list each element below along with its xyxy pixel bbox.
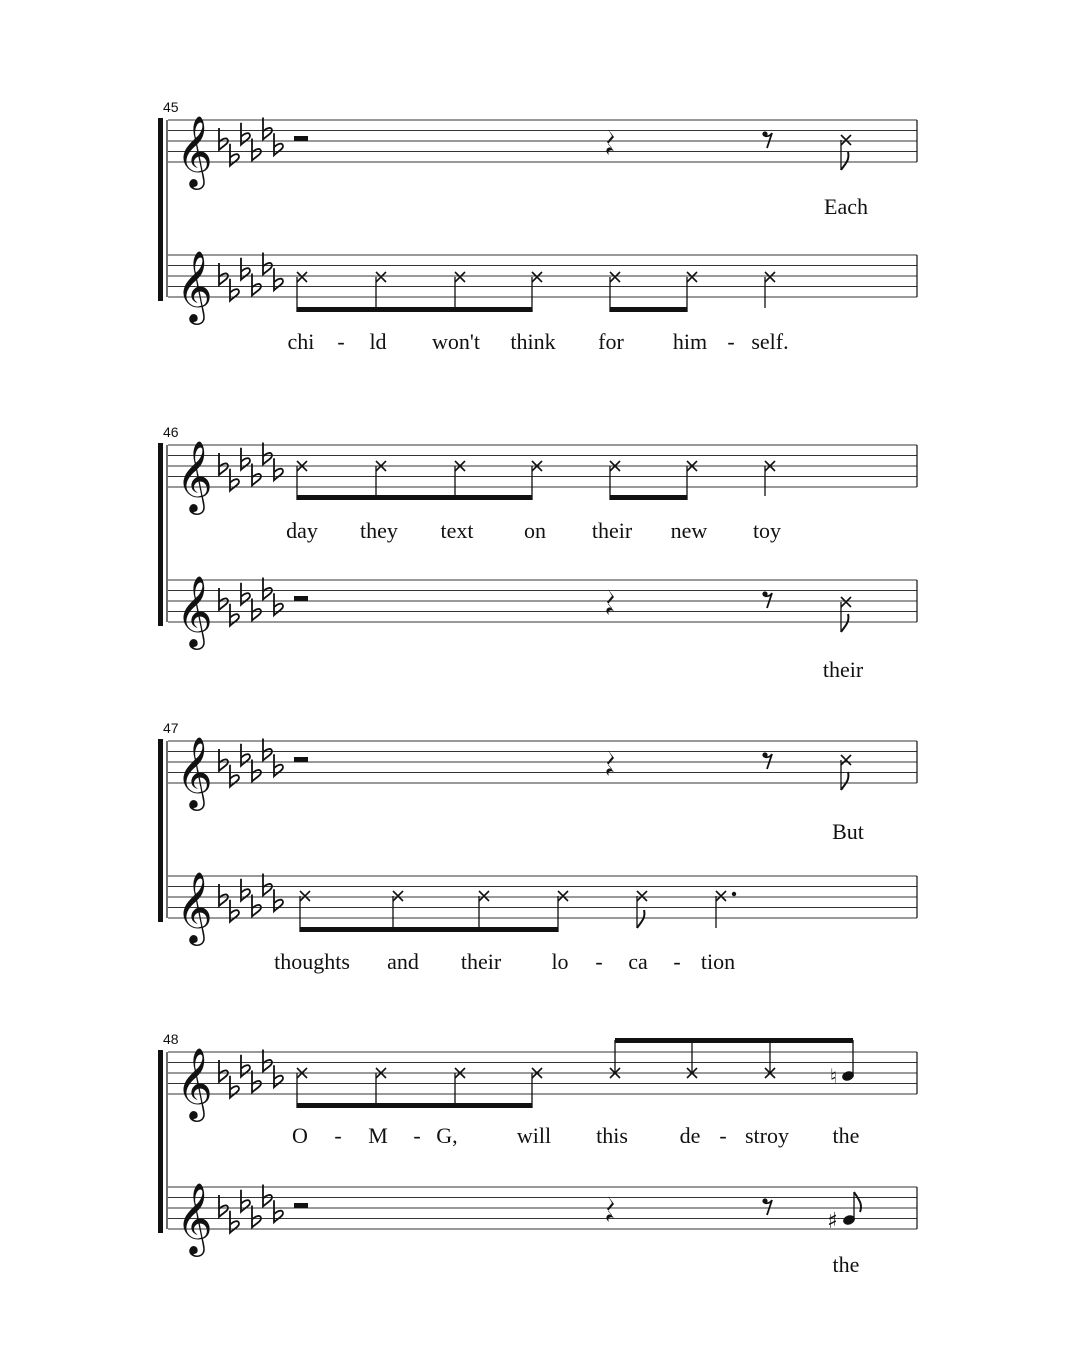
lyric-syllable: stroy: [745, 1123, 789, 1148]
flat-icon: [252, 1206, 261, 1228]
sharp-icon: ♯: [827, 1209, 838, 1234]
staff-upper: [168, 735, 917, 811]
lyrics-line: [274, 949, 735, 974]
flat-icon: [263, 443, 272, 465]
lyric-syllable: But: [832, 819, 864, 844]
system-bracket: [158, 739, 163, 922]
system-47: [158, 720, 917, 946]
flat-icon: [252, 760, 261, 782]
beam: [300, 927, 558, 932]
lyric-syllable: self.: [751, 329, 789, 354]
staff-upper: [168, 439, 917, 515]
notes: [294, 1192, 861, 1234]
lyric-syllable: won't: [432, 329, 480, 354]
lyric-syllable: Each: [824, 194, 868, 219]
lyric-syllable: thoughts: [274, 949, 350, 974]
notes: [294, 750, 851, 790]
x-notehead: [687, 272, 697, 282]
key-signature-flats: [219, 118, 283, 166]
flat-icon: [252, 1071, 261, 1093]
lyric-syllable: M: [368, 1123, 388, 1148]
x-notehead: [376, 272, 386, 282]
lyric-syllable: will: [516, 1123, 552, 1148]
system-bracket: [158, 1050, 163, 1233]
lyric-syllable: they: [360, 518, 398, 543]
notes: [297, 461, 775, 500]
staff-lower: [168, 249, 917, 325]
treble-clef-icon: [176, 1181, 213, 1257]
lyric-syllable: their: [591, 518, 633, 543]
lyric-syllable: day: [286, 518, 318, 543]
lyrics-line: [292, 1123, 859, 1148]
flat-icon: [252, 895, 261, 917]
lyric-syllable: him: [672, 329, 708, 354]
lyric-syllable: ld: [369, 329, 387, 354]
lyric-hyphen: -: [337, 329, 345, 354]
beam: [615, 1038, 853, 1043]
flat-icon: [252, 464, 261, 486]
key-signature-flats: [219, 1050, 283, 1098]
svg-text:𝄞: 𝄞: [176, 574, 213, 647]
svg-text:𝄞: 𝄞: [176, 114, 213, 187]
lyric-syllable: the: [832, 1123, 860, 1148]
key-signature-flats: [219, 874, 283, 922]
lyric-syllable: their: [822, 657, 864, 682]
flat-icon: [263, 118, 272, 140]
svg-text:𝄞: 𝄞: [176, 1046, 213, 1119]
notes: [297, 272, 775, 312]
notes-layer: [294, 129, 861, 1234]
key-signature-flats: [219, 1185, 283, 1233]
svg-text:𝄞: 𝄞: [176, 870, 213, 943]
flat-icon: [252, 139, 261, 161]
lyrics-layer: [274, 194, 868, 1277]
notes: [294, 589, 851, 632]
measure-number: 46: [163, 424, 179, 440]
eighth-rest: [762, 752, 772, 769]
lyrics-line: [832, 819, 864, 844]
lyric-syllable: think: [510, 329, 556, 354]
treble-clef-icon: [176, 574, 213, 650]
x-notehead: [393, 891, 403, 901]
key-signature-flats: [219, 578, 283, 626]
treble-clef-icon: [176, 1046, 213, 1122]
lyric-syllable: O: [292, 1123, 308, 1148]
x-notehead: [841, 597, 851, 607]
x-notehead: [532, 272, 542, 282]
flat-icon: [219, 263, 228, 285]
flat-icon: [219, 588, 228, 610]
note-dot: [732, 892, 736, 896]
flat-icon: [252, 274, 261, 296]
note-flag: [841, 614, 848, 632]
lyric-syllable: G,: [436, 1123, 458, 1148]
staves-layer: [158, 99, 917, 1257]
lyrics-line: [824, 194, 868, 219]
flat-icon: [252, 599, 261, 621]
treble-clef-icon: [176, 439, 213, 515]
staff-lower: [168, 1181, 917, 1257]
flat-icon: [219, 749, 228, 771]
lyric-syllable: the: [832, 1252, 860, 1277]
lyrics-line: [288, 329, 789, 354]
flat-icon: [219, 128, 228, 150]
flat-icon: [263, 1185, 272, 1207]
x-notehead: [455, 272, 465, 282]
x-notehead: [610, 272, 620, 282]
half-rest: [294, 757, 308, 762]
staff-lower: [168, 870, 917, 946]
eighth-rest: [762, 591, 772, 608]
key-signature-flats: [219, 253, 283, 301]
lyric-syllable: tion: [700, 949, 736, 974]
half-rest: [294, 136, 308, 141]
eighth-rest: [762, 131, 772, 148]
beam: [297, 1103, 532, 1108]
system-bracket: [158, 118, 163, 301]
lyric-syllable: text: [440, 518, 474, 543]
flat-icon: [219, 884, 228, 906]
beam: [297, 495, 532, 500]
lyric-hyphen: -: [413, 1123, 421, 1148]
lyric-syllable: new: [670, 518, 708, 543]
x-notehead: [841, 135, 851, 145]
natural-icon: ♮: [830, 1064, 838, 1088]
staff-upper: [168, 114, 917, 190]
staff-upper: [168, 1046, 917, 1122]
flat-icon: [219, 1060, 228, 1082]
svg-text:𝄞: 𝄞: [176, 735, 213, 808]
x-notehead: [558, 891, 568, 901]
x-notehead: [479, 891, 489, 901]
lyric-syllable: lo: [551, 949, 569, 974]
notes: [294, 129, 851, 170]
lyrics-line: [823, 657, 864, 682]
x-notehead: [300, 891, 310, 901]
lyric-syllable: ca: [628, 949, 648, 974]
lyric-syllable: their: [460, 949, 502, 974]
measure-number: 45: [163, 99, 179, 115]
lyric-hyphen: -: [595, 949, 603, 974]
lyric-hyphen: -: [673, 949, 681, 974]
key-signature-flats: [219, 443, 283, 491]
beam: [610, 307, 687, 312]
lyric-syllable: for: [598, 329, 624, 354]
half-rest: [294, 596, 308, 601]
lyric-syllable: on: [524, 518, 546, 543]
flat-icon: [263, 578, 272, 600]
lyric-syllable: this: [596, 1123, 628, 1148]
svg-text:𝄞: 𝄞: [176, 249, 213, 322]
staff-lower: [168, 574, 917, 650]
half-rest: [294, 1203, 308, 1208]
measure-number: 48: [163, 1031, 179, 1047]
key-signature-flats: [219, 739, 283, 787]
note-flag: [637, 910, 644, 928]
treble-clef-icon: [176, 114, 213, 190]
lyric-syllable: and: [387, 949, 419, 974]
measure-number: 47: [163, 720, 179, 736]
lyric-hyphen: -: [719, 1123, 727, 1148]
svg-text:𝄞: 𝄞: [176, 439, 213, 512]
treble-clef-icon: [176, 870, 213, 946]
flat-icon: [219, 453, 228, 475]
x-notehead: [297, 272, 307, 282]
note-flag: [854, 1192, 861, 1212]
flat-icon: [263, 739, 272, 761]
lyric-hyphen: -: [727, 329, 735, 354]
system-45: [158, 99, 917, 325]
note-flag: [841, 152, 848, 170]
x-notehead: [765, 272, 775, 282]
x-notehead: [637, 891, 647, 901]
flat-icon: [219, 1195, 228, 1217]
note-flag: [841, 772, 848, 790]
lyric-hyphen: -: [334, 1123, 342, 1148]
lyric-syllable: chi: [287, 329, 315, 354]
lyric-syllable: toy: [752, 518, 782, 543]
x-notehead: [841, 755, 851, 765]
lyrics-line: [833, 1252, 860, 1277]
system-bracket: [158, 443, 163, 626]
flat-icon: [263, 1050, 272, 1072]
treble-clef-icon: [176, 249, 213, 325]
x-notehead: [716, 891, 726, 901]
lyric-syllable: de: [679, 1123, 701, 1148]
eighth-rest: [762, 1198, 772, 1215]
flat-icon: [263, 253, 272, 275]
beam: [610, 495, 687, 500]
lyrics-line: [286, 518, 781, 543]
treble-clef-icon: [176, 735, 213, 811]
beam: [297, 307, 532, 312]
flat-icon: [263, 874, 272, 896]
svg-text:𝄞: 𝄞: [176, 1181, 213, 1254]
